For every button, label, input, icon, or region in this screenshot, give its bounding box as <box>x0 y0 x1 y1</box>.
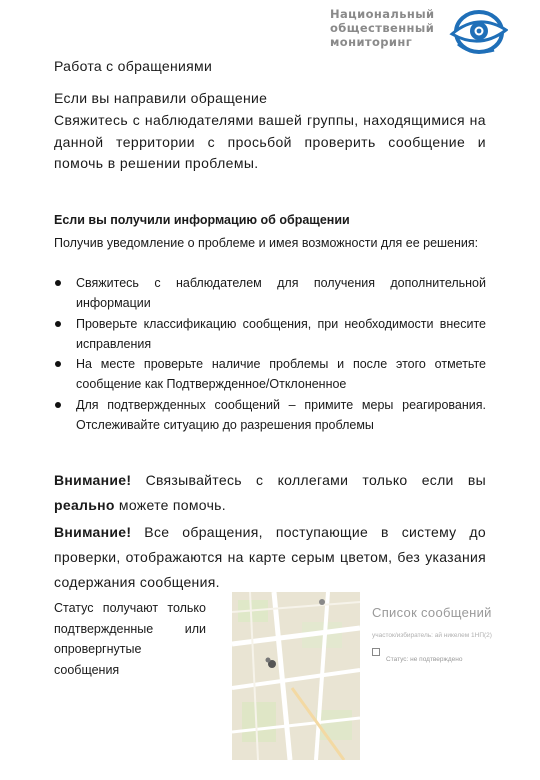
sent-request-heading: Если вы направили обращение <box>54 90 268 106</box>
action-item: Для подтвержденных сообщений – примите меры реагирования. Отслеживайте ситуацию до разрешения проблемы <box>54 395 486 436</box>
org-name <box>330 7 450 49</box>
received-info-heading: Если вы получили информацию об обращении <box>54 213 350 227</box>
notice-text-end: можете помочь. <box>114 497 226 513</box>
status-note: Статус получают только подтвержденные или опровергнутые сообщения <box>54 601 206 677</box>
eye-icon <box>448 6 508 60</box>
action-item: На месте проверьте наличие проблемы и после этого отметьте сообщение как Подтвержденное/Отклоненное <box>54 354 486 395</box>
notice-label: Внимание! <box>54 472 132 488</box>
message-status: Статус: не подтверждено <box>386 656 463 663</box>
notice-text: Связывайтесь с коллегами только если вы <box>131 472 486 488</box>
message-list-panel <box>362 592 512 682</box>
section-title: Работа с обращениями <box>54 58 213 74</box>
action-list <box>54 273 486 435</box>
notice-text: Все обращения, поступающие в систему до проверки, отображаются на карте серым цветом, без указания содержания сообщения. <box>54 524 486 590</box>
org-name-line2: общественный <box>330 21 435 35</box>
map-screenshot <box>232 592 360 760</box>
sent-request-text: Свяжитесь с наблюдателями вашей группы, находящимися на данной территории с просьбой проверить сообщение и помочь в решении проблемы. <box>54 112 486 171</box>
org-name-line1: Национальный <box>330 7 435 21</box>
notice-emphasis: реально <box>54 497 115 513</box>
message-entry: участок/избиратель: ай никелем 1НП(2) <box>372 632 492 639</box>
received-info-intro: Получив уведомление о проблеме и имея возможности для ее решения: <box>54 236 479 250</box>
notice-contact <box>54 468 486 518</box>
message-list-title: Список сообщений <box>372 605 492 620</box>
action-item: Свяжитесь с наблюдателем для получения дополнительной информации <box>54 273 486 314</box>
checkbox-icon <box>372 648 380 656</box>
notice-label: Внимание! <box>54 524 132 540</box>
action-item: Проверьте классификацию сообщения, при необходимости внесите исправления <box>54 314 486 355</box>
notice-gray-map <box>54 520 486 595</box>
org-name-line3: мониторинг <box>330 35 413 49</box>
